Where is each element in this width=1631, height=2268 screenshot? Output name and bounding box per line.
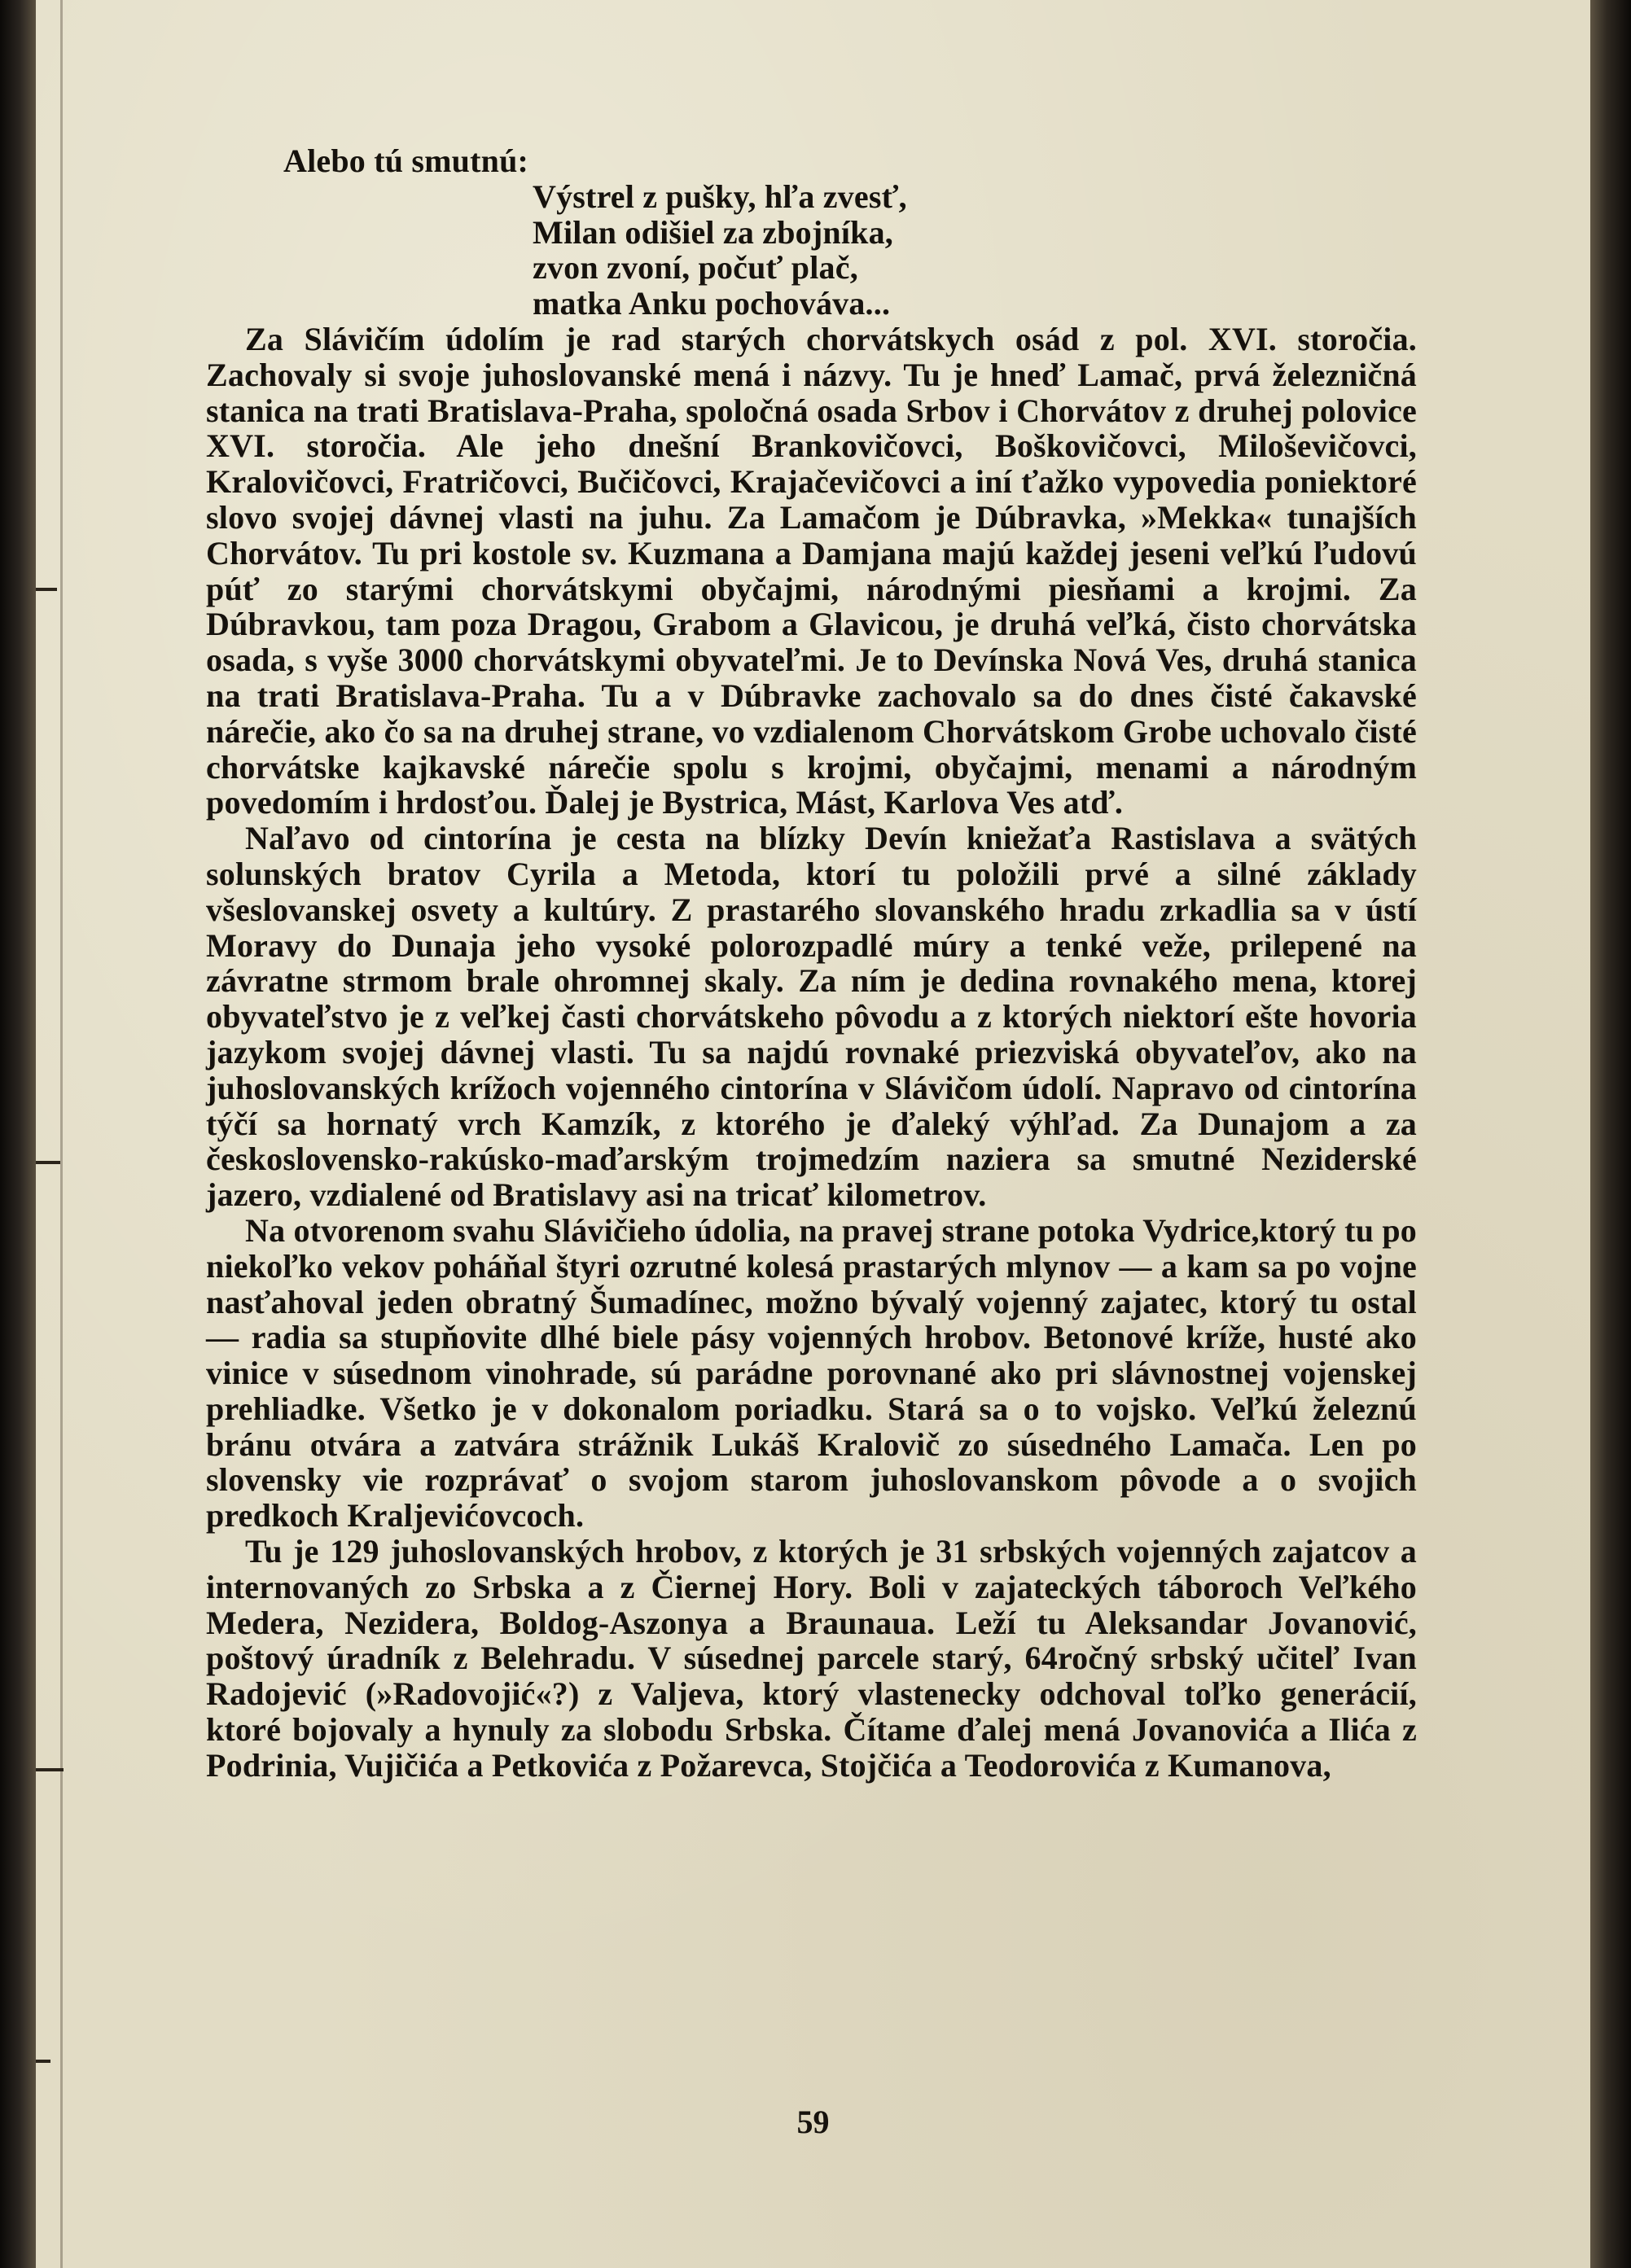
paragraph-4: Tu je 129 juhoslovanských hrobov, z ktorých je 31 srbských vojenných zajatcov a internovaných zo Srbska a z Čiernej Hory. Boli v zajateckých táboroch Veľkého Medera, Nezidera, Boldog-Aszonya a Braunaua. Leží tu Aleksandar Jovanović, poštový úradník z Belehradu. V súsednej parcele starý, 64ročný srbský učiteľ Ivan Radojević (»Radovojić«?) z Valjeva, ktorý vlastenecky odchoval toľko generácií, ktoré bojovaly a hynuly za slobodu Srbska. Čítame ďalej mená Jovanovića a Ilića z Podrinia, Vujičića a Petkovića z Požarevca, Stojčića a Teodorovića z Kumanova,	[206, 1533, 1417, 1784]
body-text	[206, 143, 1417, 1784]
margin-mark	[36, 1161, 60, 1164]
margin-mark	[36, 2060, 50, 2063]
margin-mark	[36, 1768, 64, 1771]
intro-line: Alebo tú smutnú:	[283, 142, 529, 179]
verse-line-1: Výstrel z pušky, hľa zvesť,	[533, 177, 907, 215]
verse-line-3: zvon zvoní, počuť plač,	[533, 249, 858, 287]
page-number: 59	[796, 2104, 830, 2140]
paragraph-2: Naľavo od cintorína je cesta na blízky Devín kniežaťa Rastislava a svätých solunských bratov Cyrila a Metoda, ktorí tu položili prvé a silné základy všeslovanskej osvety a kultúry. Z prastarého slovanského hradu zrkadlia sa v ústí Moravy do Dunaja jeho vysoké polorozpadlé múry a tenké veže, prilepené na závratne strmom brale ohromnej skaly. Za ním je dedina rovnakého mena, ktorej obyvateľstvo je z veľkej časti chorvátskeho pôvodu a z ktorých niektorí ešte hovoria jazykom svojej dávnej vlasti. Tu sa najdú rovnaké priezviská obyvateľov, ako na juhoslovanských krížoch vojenného cintorína v Slávičom údolí. Napravo od cintorína týčí sa hornatý vrch Kamzík, z ktorého je ďaleký výhľad. Za Dunajom a za československo-rakúsko-maďarským trojmedzím naziera sa smutné Neziderské jazero, vzdialené od Bratislavy asi na tricať kilometrov.	[206, 820, 1417, 1214]
gutter-line	[60, 0, 63, 2268]
verse-block	[206, 179, 1417, 322]
scan-left-edge	[0, 0, 36, 2268]
scan-right-edge	[1590, 0, 1631, 2268]
verse-line-4: matka Anku pochováva...	[533, 285, 891, 322]
verse-line-2: Milan odišiel za zbojníka,	[533, 213, 894, 251]
margin-mark	[36, 588, 57, 591]
paragraph-3: Na otvorenom svahu Slávičieho údolia, na pravej strane potoka Vydrice,ktorý tu po niekoľko vekov poháňal štyri ozrutné kolesá prastarých mlynov — a kam sa po vojne nasťahoval jeden obratný Šumadínec, možno bývalý vojenný zajatec, ktorý tu ostal — radia sa stupňovite dlhé biele pásy vojenných hrobov. Betonové kríže, husté ako vinice v súsednom vinohrade, sú parádne porovnané ako pri slávnostnej vojenskej prehliadke. Všetko je v dokonalom poriadku. Stará sa o to vojsko. Veľkú železnú bránu otvára a zatvára strážnik Lukáš Kralovič zo súsedného Lamača. Len po slovensky vie rozprávať o svojom starom juhoslovanskom pôvode a o svojich predkoch Kraljevićovcoch.	[206, 1211, 1417, 1535]
book-page	[36, 0, 1590, 2268]
paragraph-1: Za Slávičím údolím je rad starých chorvátskych osád z pol. XVI. storočia. Zachovaly si svoje juhoslovanské mená i názvy. Tu je hneď Lamač, prvá železničná stanica na trati Bratislava-Praha, spoločná osada Srbov i Chorvátov z druhej polovice XVI. storočia. Ale jeho dnešní Brankovičovci, Boškovičovci, Miloševičovci, Kralovičovci, Fratričovci, Bučičovci, Krajačevičovci a iní ťažko vypovedia poniektoré slovo svojej dávnej vlasti na juhu. Za Lamačom je Dúbravka, »Mekka« tunajších Chorvátov. Tu pri kostole sv. Kuzmana a Damjana majú každej jeseni veľkú ľudovú púť zo starými chorvátskymi obyčajmi, národnými piesňami a krojmi. Za Dúbravkou, tam poza Dragou, Grabom a Glavicou, je druhá veľká, čisto chorvátska osada, s vyše 3000 chorvátskymi obyvateľmi. Je to Devínska Nová Ves, druhá stanica na trati Bratislava-Praha. Tu a v Dúbravke zachovalo sa do dnes čisté čakavské nárečie, ako čo sa na druhej strane, vo vzdialenom Chorvátskom Grobe uchovalo čisté chorvátske kajkavské nárečie spolu s krojmi, obyčajmi, menami a národným povedomím i hrdosťou. Ďalej je Bystrica, Mást, Karlova Ves atď.	[206, 320, 1417, 821]
